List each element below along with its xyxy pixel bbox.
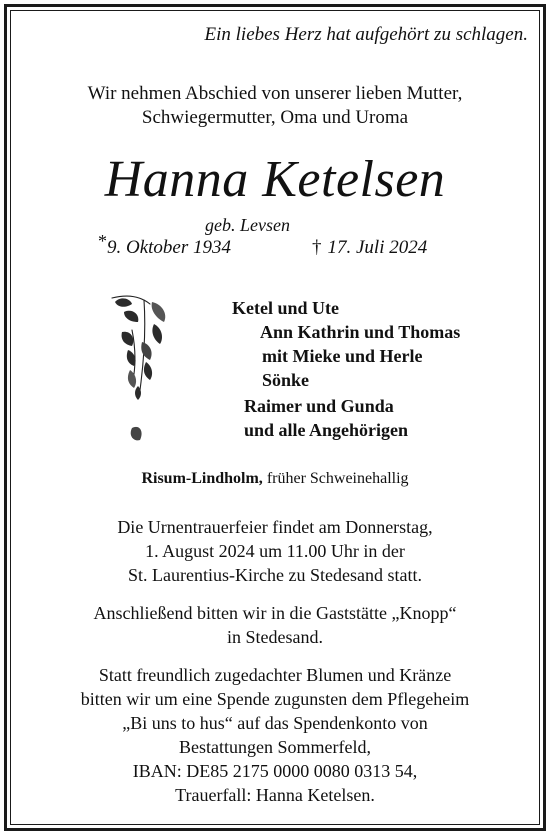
donation-line-5: IBAN: DE85 2175 0000 0080 0313 54,	[132, 761, 418, 781]
donation-line-2: bitten wir um eine Spende zugunsten dem Pflegeheim	[80, 689, 470, 709]
family-line-4: Sönke	[262, 370, 310, 390]
ceremony-line-1: Die Urnentrauerfeier findet am Donnerstag,	[117, 517, 433, 537]
ceremony-line-3: St. Laurentius-Kirche zu Stedesand statt.	[128, 565, 422, 585]
intro-line-1: Wir nehmen Abschied von unserer lieben Mutter,	[87, 83, 463, 104]
place-town: Risum-Lindholm,	[141, 470, 263, 487]
birth-date	[98, 231, 232, 259]
family-line-3: mit Mieke und Herle	[262, 346, 423, 366]
died-symbol: †	[312, 237, 322, 258]
donation-line-3: „Bi uns to hus“ auf das Spendenkonto von	[122, 713, 428, 733]
donation-line-4: Bestattungen Sommerfeld,	[179, 737, 371, 757]
donation-line-6: Trauerfall: Hanna Ketelsen.	[175, 785, 375, 805]
died-date-text: 17. Juli 2024	[327, 237, 428, 258]
intro-line-2: Schwiegermutter, Oma und Uroma	[141, 107, 409, 128]
family-line-1: Ketel und Ute	[232, 298, 339, 318]
birth-name: geb. Levsen	[205, 215, 290, 235]
motto: Ein liebes Herz hat aufgehört zu schlagen.	[204, 24, 528, 45]
reception-line-2: in Stedesand.	[227, 627, 323, 647]
donation-line-1: Statt freundlich zugedachter Blumen und Kränze	[98, 665, 452, 685]
birch-branch-illustration	[110, 290, 180, 460]
reception-line-1: Anschließend bitten wir in die Gaststätte „Knopp“	[93, 603, 457, 623]
born-date-text: 9. Oktober 1934	[107, 237, 232, 258]
place-former: früher Schweinehallig	[266, 470, 409, 487]
born-symbol: *	[98, 231, 107, 251]
deceased-name: Hanna Ketelsen	[104, 151, 446, 208]
ceremony-line-2: 1. August 2024 um 11.00 Uhr in der	[145, 541, 405, 561]
family-line-2: Ann Kathrin und Thomas	[260, 322, 461, 342]
family-line-5: Raimer und Gunda	[244, 396, 394, 416]
death-date	[312, 237, 427, 259]
family-line-6: und alle Angehörigen	[244, 420, 409, 440]
place-line	[0, 470, 550, 488]
